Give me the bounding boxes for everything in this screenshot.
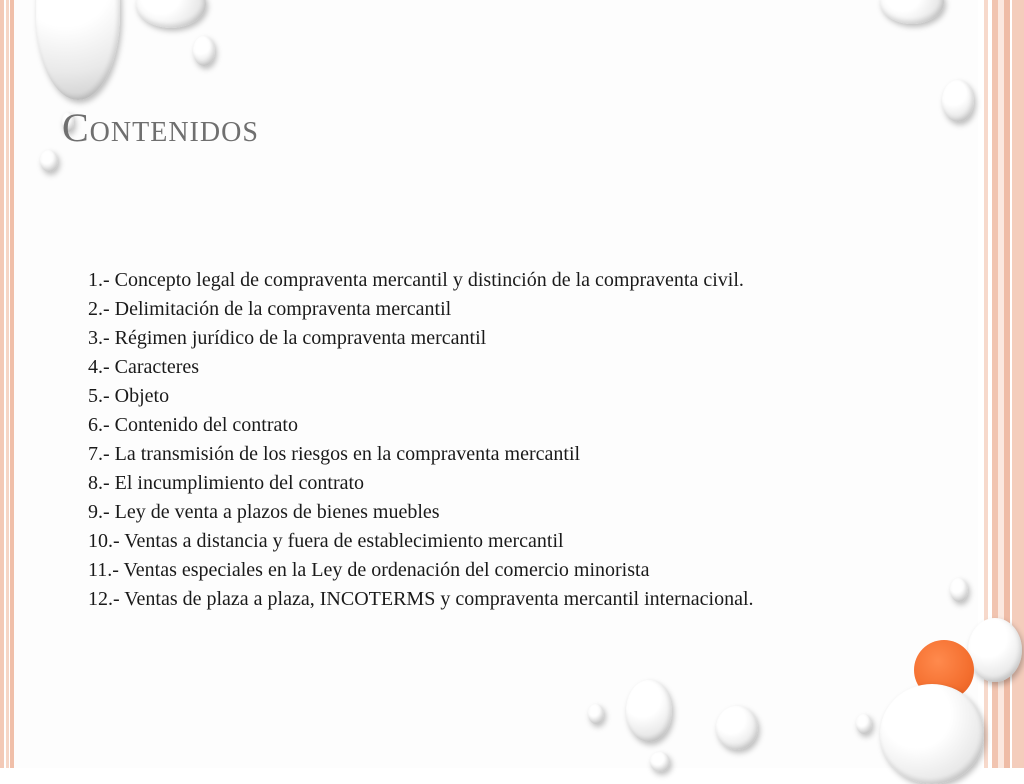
list-item: 12.- Ventas de plaza a plaza, INCOTERMS y compraventa mercantil internacional.	[88, 588, 754, 610]
list-item: 4.- Caracteres	[88, 356, 200, 378]
water-drop-decoration	[950, 578, 968, 602]
list-item: 11.- Ventas especiales en la Ley de ordenación del comercio minorista	[88, 559, 650, 581]
contents-list	[88, 266, 754, 614]
water-drop-decoration	[40, 150, 58, 172]
list-item: 2.- Delimitación de la compraventa mercantil	[88, 298, 452, 320]
list-item: 6.- Contenido del contrato	[88, 414, 298, 436]
list-item: 1.- Concepto legal de compraventa mercantil y distinción de la compraventa civil.	[88, 269, 744, 291]
list-item: 7.- La transmisión de los riesgos en la compraventa mercantil	[88, 443, 581, 465]
water-drop-decoration	[36, 0, 120, 100]
list-item: 3.- Régimen jurídico de la compraventa mercantil	[88, 327, 487, 349]
slide-title: Contenidos	[62, 105, 259, 150]
water-drop-decoration	[942, 80, 974, 122]
list-item: 9.- Ley de venta a plazos de bienes muebles	[88, 501, 440, 523]
water-drop-decoration	[880, 684, 984, 784]
water-drop-decoration	[968, 618, 1022, 682]
water-drop-decoration	[193, 36, 215, 66]
water-drop-decoration	[716, 706, 758, 750]
water-drop-decoration	[626, 680, 672, 742]
left-border-stripes	[0, 0, 14, 768]
water-drop-decoration	[650, 752, 670, 772]
list-item: 5.- Objeto	[88, 385, 170, 407]
list-item: 8.- El incumplimiento del contrato	[88, 472, 365, 494]
water-drop-decoration	[588, 704, 604, 724]
list-item: 10.- Ventas a distancia y fuera de establecimiento mercantil	[88, 530, 564, 552]
water-drop-decoration	[136, 0, 206, 28]
water-drop-decoration	[856, 714, 872, 734]
water-drop-decoration	[880, 0, 944, 24]
